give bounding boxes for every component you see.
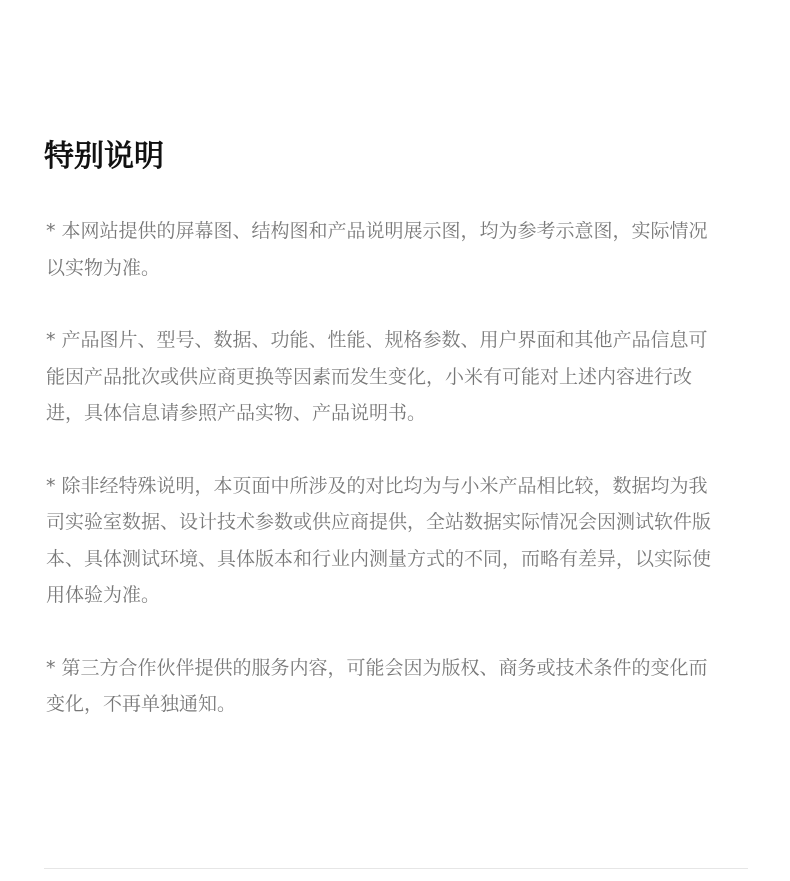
notice-list <box>46 213 726 759</box>
notice-item-screen-images: * 本网站提供的屏幕图、结构图和产品说明展示图，均为参考示意图，实际情况以实物为准。 <box>46 220 708 279</box>
notice-item-product-info-changes: * 产品图片、型号、数据、功能、性能、规格参数、用户界面和其他产品信息可能因产品批次或供应商更换等因素而发生变化，小米有可能对上述内容进行改进，具体信息请参照产品实物、产品说明书。 <box>46 329 708 424</box>
notice-item-third-party-services: * 第三方合作伙伴提供的服务内容，可能会因为版权、商务或技术条件的变化而变化，不再单独通知。 <box>46 656 708 715</box>
section-title: 特别说明 <box>44 139 164 174</box>
bottom-divider <box>44 868 748 869</box>
notice-item-comparison-data: * 除非经特殊说明，本页面中所涉及的对比均为与小米产品相比较，数据均为我司实验室数据、设计技术参数或供应商提供，全站数据实际情况会因测试软件版本、具体测试环境、具体版本和行业内测量方式的不同，而略有差异，以实际使用体验为准。 <box>46 474 712 606</box>
